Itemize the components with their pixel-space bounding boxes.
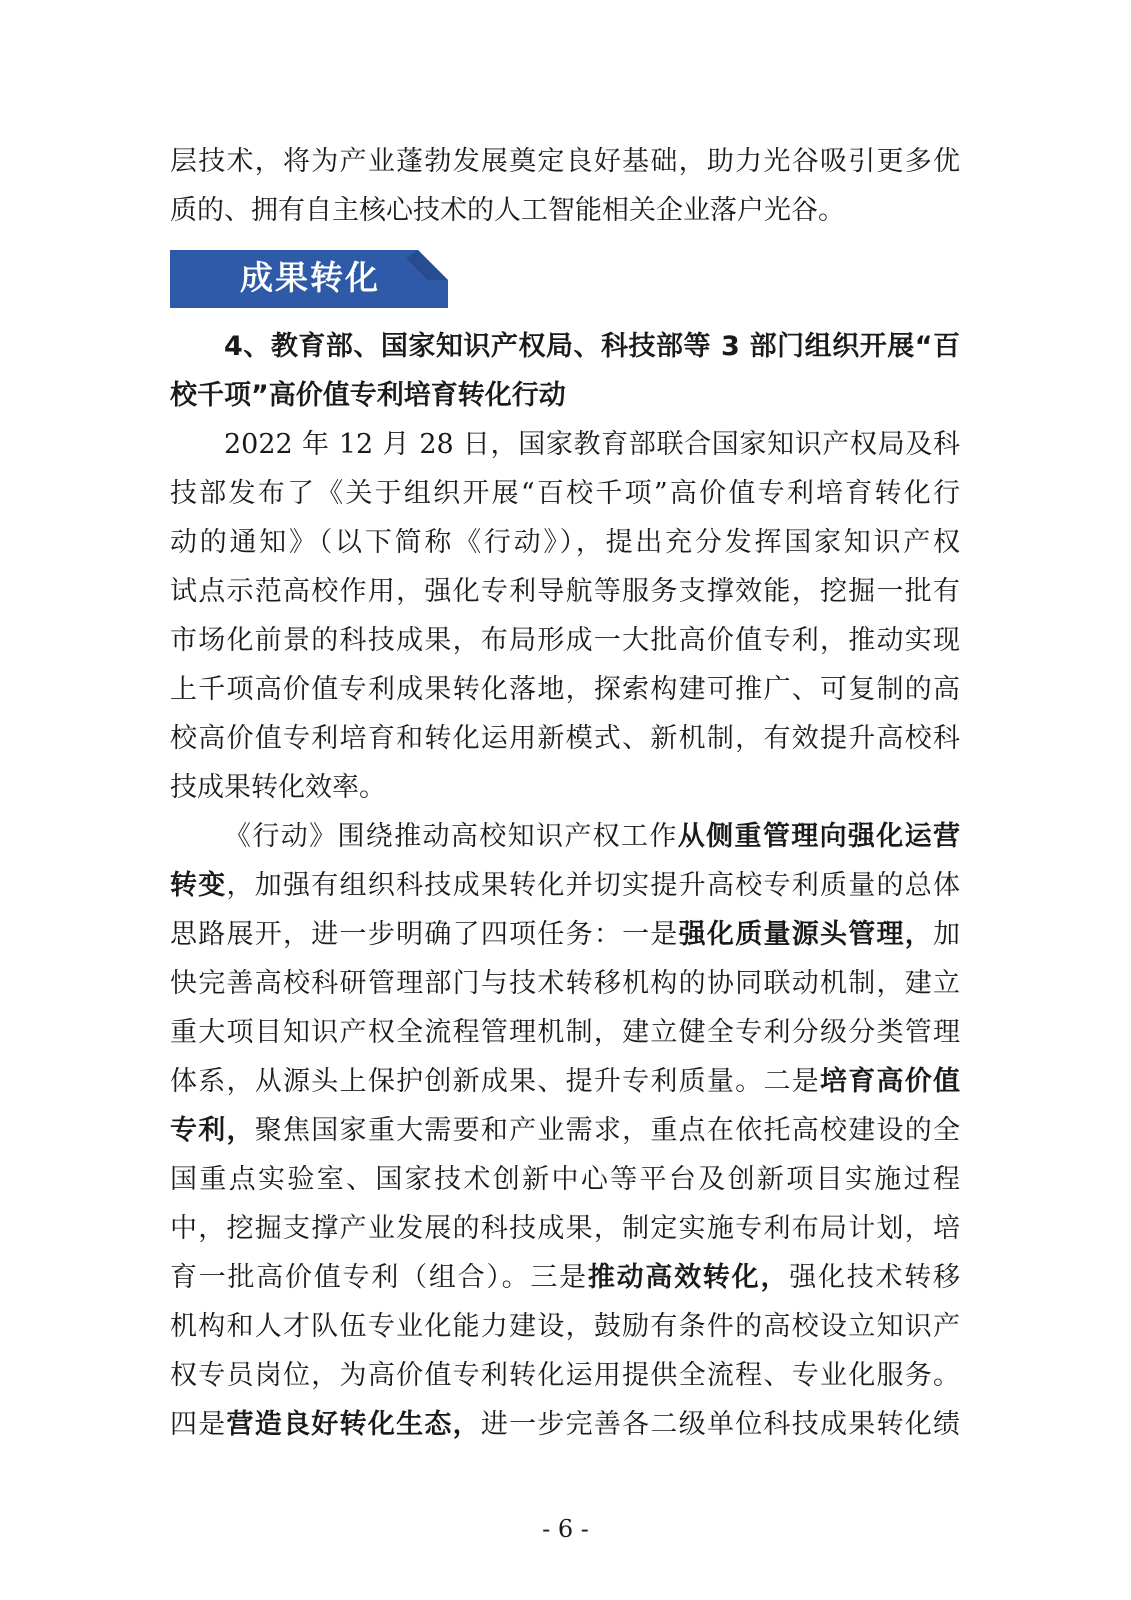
para2-text: 聚焦国家重大需要和产业需求，重点在依托高校建设的全 — [254, 1115, 961, 1146]
para2-text: 进一步完善各二级单位科技成果转化绩 — [480, 1409, 961, 1440]
para2-line-6 — [170, 1057, 960, 1106]
para2-bold: 强化质量源头管理， — [678, 919, 934, 950]
intro-line-1: 层技术，将为产业蓬勃发展奠定良好基础，助力光谷吸引更多优 — [170, 146, 960, 177]
para2-line-3 — [170, 910, 960, 959]
headline-line-2: 校千项”高价值专利培育转化行动 — [170, 380, 566, 411]
para2-line-1 — [170, 812, 960, 861]
para2-text: ，加强有组织科技成果转化并切实提升高校专利质量的总体 — [226, 870, 961, 901]
para2-line-10 — [170, 1253, 960, 1302]
para1-line-6: 上千项高价值专利成果转化落地，探索构建可推广、可复制的高 — [170, 674, 960, 705]
para1-line-3: 动的通知》（以下简称《行动》），提出充分发挥国家知识产权 — [170, 527, 960, 558]
para2-bold: 推动高效转化， — [587, 1262, 790, 1293]
para2-text: 强化技术转移 — [789, 1262, 961, 1293]
para1-line-4: 试点示范高校作用，强化专利导航等服务支撑效能，挖掘一批有 — [170, 576, 960, 607]
para2-bold: 从侧重管理向强化运营 — [677, 821, 961, 852]
para2-line-7 — [170, 1106, 960, 1155]
para2-line-2 — [170, 861, 960, 910]
section-banner — [170, 250, 448, 310]
para2-text: 思路展开，进一步明确了四项任务：一是 — [170, 919, 679, 950]
para2-text: 育一批高价值专利（组合）。三是 — [170, 1262, 588, 1293]
para2-line-4: 快完善高校科研管理部门与技术转移机构的协同联动机制，建立 — [170, 968, 960, 999]
para2-bold: 培育高价值 — [819, 1066, 961, 1097]
para1-line-1: 2022 年 12 月 28 日，国家教育部联合国家知识产权局及科 — [224, 429, 960, 460]
headline-line-1: 4、教育部、国家知识产权局、科技部等 3 部门组织开展“百 — [224, 331, 960, 362]
para2-bold: 专利， — [170, 1115, 255, 1146]
para2-line-12: 权专员岗位，为高价值专利转化运用提供全流程、专业化服务。 — [170, 1360, 960, 1391]
para2-line-9: 中，挖掘支撑产业发展的科技成果，制定实施专利布局计划，培 — [170, 1213, 960, 1244]
para2-line-11: 机构和人才队伍专业化能力建设，鼓励有条件的高校设立知识产 — [170, 1311, 960, 1342]
para1-line-7: 校高价值专利培育和转化运用新模式、新机制，有效提升高校科 — [170, 723, 960, 754]
para2-text: 加 — [933, 919, 961, 950]
para1-line-5: 市场化前景的科技成果，布局形成一大批高价值专利，推动实现 — [170, 625, 960, 656]
para2-text: 《行动》围绕推动高校知识产权工作 — [224, 821, 678, 852]
para2-line-13 — [170, 1400, 960, 1449]
para2-line-5: 重大项目知识产权全流程管理机制，建立健全专利分级分类管理 — [170, 1017, 960, 1048]
para1-line-2: 技部发布了《关于组织开展“百校千项”高价值专利培育转化行 — [170, 478, 960, 509]
page-number: - 6 - — [542, 1515, 589, 1543]
intro-line-2: 质的、拥有自主核心技术的人工智能相关企业落户光谷。 — [170, 195, 845, 226]
para2-line-8: 国重点实验室、国家技术创新中心等平台及创新项目实施过程 — [170, 1164, 960, 1195]
para1-line-8: 技成果转化效率。 — [170, 772, 386, 803]
para2-text: 体系，从源头上保护创新成果、提升专利质量。二是 — [170, 1066, 820, 1097]
para2-bold: 转变 — [170, 870, 227, 901]
para2-text: 四是 — [170, 1409, 227, 1440]
para2-bold: 营造良好转化生态， — [226, 1409, 481, 1440]
section-banner-title: 成果转化 — [240, 258, 380, 297]
